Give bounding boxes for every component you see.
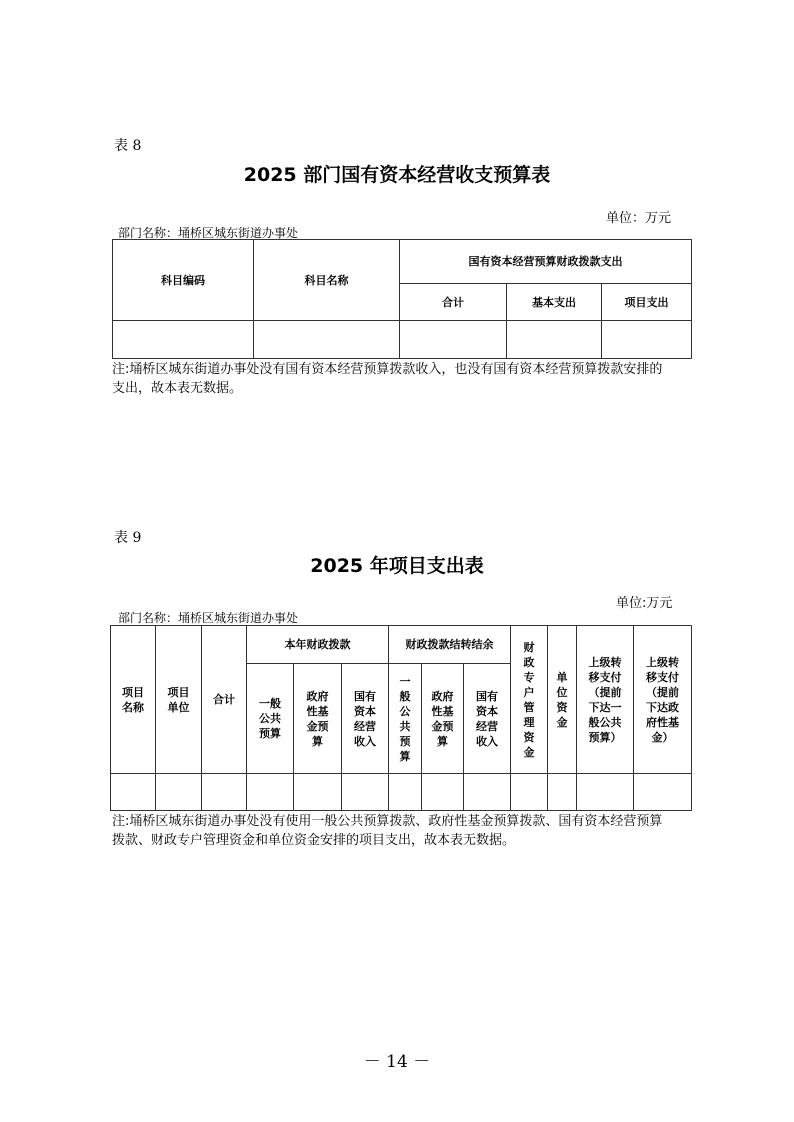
- header-text-line: 上级转: [646, 655, 680, 669]
- header-text-line: 项目: [122, 685, 144, 699]
- table9-header-special-account: [511, 626, 548, 774]
- table9-empty-cell: [634, 774, 692, 811]
- table9-label: 表 9: [114, 530, 142, 546]
- table8-header-project: 项目支出: [602, 284, 692, 321]
- table9-header-carry-over: 财政拨款结转结余: [389, 626, 511, 664]
- table9-empty-cell: [202, 774, 247, 811]
- table9-empty-cell: [156, 774, 202, 811]
- header-text-line: 项目: [167, 685, 190, 699]
- table9-empty-cell: [548, 774, 577, 811]
- header-text-line: 资: [556, 700, 568, 714]
- table8-empty-cell: [113, 321, 254, 359]
- header-text-line: 性基: [431, 704, 454, 718]
- table9-empty-cell: [422, 774, 464, 811]
- header-text-line: 算: [399, 749, 411, 763]
- header-text-line: 算: [437, 734, 449, 748]
- table9-title: 2025 年项目支出表: [310, 555, 484, 577]
- table8-label: 表 8: [114, 138, 142, 154]
- header-text-line: 专: [523, 670, 535, 684]
- table8-title: 2025 部门国有资本经营收支预算表: [243, 164, 551, 186]
- header-text-line: 资: [523, 730, 535, 744]
- table9-header-carry-fund: [422, 664, 464, 774]
- header-text-line: 管: [523, 700, 535, 714]
- table9-header-cur-state: [342, 664, 389, 774]
- header-text-line: 移支付: [588, 670, 622, 684]
- table8-empty-cell: [602, 321, 692, 359]
- header-text-line: 般公共: [588, 715, 622, 729]
- header-text-line: 单位: [167, 700, 190, 714]
- table9-header-current-year: 本年财政拨款: [247, 626, 389, 664]
- header-text-line: 收入: [476, 734, 499, 748]
- table8-empty-cell: [507, 321, 602, 359]
- table9-header-carry-general: [389, 664, 422, 774]
- header-text-line: 金预: [306, 719, 329, 733]
- table8-header-code: 科目编码: [113, 240, 254, 321]
- header-text-line: 名称: [122, 700, 144, 714]
- header-text-line: 府性基: [646, 715, 680, 729]
- table9-empty-cell: [247, 774, 294, 811]
- header-text-line: （提前: [588, 685, 622, 699]
- table9-header-item-name: [111, 626, 156, 774]
- header-text-line: 一般: [259, 697, 281, 710]
- table9-header-total: 合计: [202, 626, 247, 774]
- table9-empty-cell: [577, 774, 634, 811]
- header-text-line: 金预: [431, 719, 454, 733]
- header-text-line: 资本: [476, 704, 499, 718]
- table8: [112, 239, 692, 359]
- header-text-line: 经营: [354, 719, 376, 733]
- table8-dept: 部门名称：埇桥区城东街道办事处: [118, 226, 299, 240]
- header-text-line: 金: [556, 715, 568, 729]
- table9-note-line: 注:埇桥区城东街道办事处没有使用一般公共预算拨款、政府性基金预算拨款、国有资本经营预算: [112, 814, 663, 829]
- table9-unit: 单位:万元: [616, 596, 673, 611]
- table9-header-unit-fund: [548, 626, 577, 774]
- table9-header-cur-fund: [294, 664, 342, 774]
- header-text-line: 预: [399, 734, 411, 748]
- header-text-line: 金）: [651, 730, 674, 744]
- table9-empty-cell: [464, 774, 511, 811]
- table9-empty-cell: [511, 774, 548, 811]
- header-text-line: 公共: [259, 712, 281, 725]
- table8-unit: 单位：万元: [606, 211, 672, 226]
- header-text-line: 预算）: [588, 730, 622, 744]
- page-number: － 14 －: [363, 1052, 431, 1072]
- table8-empty-cell: [254, 321, 400, 359]
- table9-header-cur-general: [247, 664, 294, 774]
- table9: [110, 625, 692, 811]
- table9-empty-cell: [294, 774, 342, 811]
- table8-note-line: 注:埇桥区城东街道办事处没有国有资本经营预算拨款收入，也没有国有资本经营预算拨款安排的: [112, 362, 663, 377]
- header-text-line: 户: [523, 685, 535, 699]
- table9-header-item-unit: [156, 626, 202, 774]
- table9-empty-cell: [111, 774, 156, 811]
- header-text-line: 国有: [354, 689, 376, 703]
- header-text-line: 政: [523, 655, 535, 669]
- header-text-line: 收入: [354, 734, 376, 748]
- header-text-line: 下达政: [646, 700, 680, 714]
- table8-note: [112, 360, 662, 398]
- header-text-line: 理: [523, 715, 535, 729]
- header-text-line: 共: [399, 719, 411, 733]
- table9-header-transfer-general: [577, 626, 634, 774]
- table9-empty-cell: [342, 774, 389, 811]
- header-text-line: 预算: [259, 727, 281, 740]
- table8-empty-cell: [400, 321, 507, 359]
- table9-note-line: 拨款、财政专户管理资金和单位资金安排的项目支出，故本表无数据。: [112, 833, 516, 848]
- header-text-line: 上级转: [588, 655, 622, 669]
- header-text-line: 财: [523, 640, 535, 654]
- header-text-line: 资本: [354, 704, 376, 718]
- header-text-line: 一: [399, 674, 411, 688]
- header-text-line: 公: [399, 704, 411, 718]
- table8-note-line: 支出，故本表无数据。: [112, 381, 243, 396]
- table8-header-total: 合计: [400, 284, 507, 321]
- header-text-line: 般: [399, 689, 411, 703]
- header-text-line: 单: [556, 670, 568, 684]
- header-text-line: 位: [556, 685, 568, 699]
- table9-dept: 部门名称：埇桥区城东街道办事处: [118, 611, 299, 625]
- header-text-line: 算: [312, 734, 323, 748]
- header-text-line: 国有: [476, 689, 499, 703]
- header-text-line: 移支付: [646, 670, 680, 684]
- header-text-line: 性基: [306, 704, 329, 718]
- table8-header-group: 国有资本经营预算财政拨款支出: [400, 240, 692, 284]
- header-text-line: （提前: [646, 685, 680, 699]
- header-text-line: 政府: [431, 689, 454, 703]
- header-text-line: 下达一: [588, 700, 622, 714]
- header-text-line: 金: [523, 745, 535, 759]
- table9-header-carry-state: [464, 664, 511, 774]
- table8-header-name: 科目名称: [254, 240, 400, 321]
- table9-empty-cell: [389, 774, 422, 811]
- header-text-line: 经营: [476, 719, 499, 733]
- table9-header-transfer-fund: [634, 626, 692, 774]
- table9-note: [112, 812, 662, 850]
- header-text-line: 政府: [306, 689, 329, 703]
- table8-header-basic: 基本支出: [507, 284, 602, 321]
